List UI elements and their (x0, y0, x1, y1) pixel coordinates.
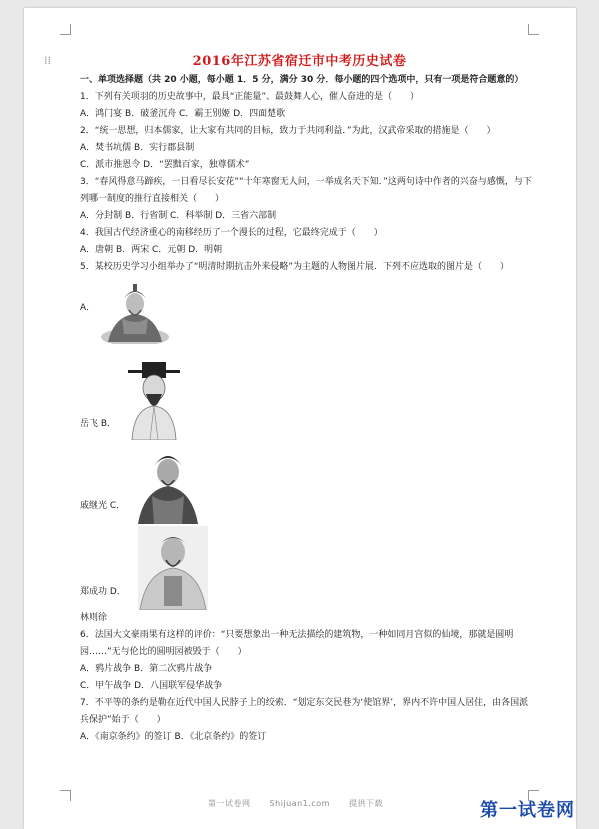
footer-note: 提供下载 (348, 799, 383, 808)
exam-title: 2016年江苏省宿迁市中考历史试卷 (192, 54, 407, 69)
q2-options-line1: A．焚书坑儒 B．实行郡县制 (80, 143, 195, 153)
q6-options-line2: C．甲午战争 D．八国联军侵华战争 (80, 681, 223, 691)
q5-label-c: 戚继光 C． (80, 501, 126, 511)
q1-stem: 1．下列有关项羽的历史故事中，最具“正能量”、最鼓舞人心，催人奋进的是（ ） (80, 92, 420, 102)
q5-after-text: 林则徐 (80, 613, 108, 623)
q5-option-b-row (80, 358, 535, 440)
q3-options: A．分封制 B．行省制 C．科举制 D．三省六部制 (80, 211, 277, 221)
q6-stem: 6．法国大文豪雨果有这样的评价：“只要想象出一种无法描绘的建筑物，一种如同月宫似的仙境，那就是圆明园……”无与伦比的圆明园被毁于（ ） (80, 630, 514, 657)
q6-options-line1: A．鸦片战争 B．第二次鸦片战争 (80, 664, 213, 674)
portrait-qi-jiguang (122, 360, 186, 440)
crop-mark-top-right (528, 24, 539, 35)
q5-stem: 5．某校历史学习小组举办了“明清时期抗击外来侵略”为主题的人物图片展．下列不应选取的图片是（ ） (80, 262, 510, 272)
q7-stem: 7．不平等的条约是勒在近代中国人民脖子上的绞索．“划定东交民巷为‘使馆界’，界内不许中国人居住，由各国派兵保护”始于（ ） (80, 698, 529, 725)
q5-option-d-row (80, 526, 535, 610)
q2-stem: 2．“统一思想，归本儒家，让大家有共同的目标，致力于共同利益．”为此，汉武帝采取的措施是（ ） (80, 126, 496, 136)
crop-mark-top-left (60, 24, 71, 35)
q7-options: A．《南京条约》的签订 B．《北京条约》的签订 (80, 732, 267, 742)
q5-label-b: 岳飞 B． (80, 419, 117, 429)
q5-option-c-row (80, 440, 535, 526)
page-footer (208, 798, 399, 809)
portrait-zheng-chenggong (134, 446, 202, 524)
q5-option-a-row (80, 280, 535, 358)
q4-options: A．唐朝 B．两宋 C．元朝 D．明朝 (80, 245, 223, 255)
q2-options-line2: C．派市推恩令 D．“罢黜百家，独尊儒术” (80, 160, 250, 170)
footer-site-name: 第一试卷网 (208, 799, 251, 808)
crop-mark-bottom-left (60, 790, 71, 801)
exam-body (80, 72, 535, 746)
q5-label-d: 郑成功 D． (80, 587, 126, 597)
section-heading: 一、单项选择题（共 20 小题，每小题 1．5 分，满分 30 分．每小题的四个选项中，只有一项是符合题意的） (80, 75, 524, 85)
portrait-yue-fei (100, 282, 170, 344)
site-logo-text: 第一试卷网 (480, 800, 575, 821)
portrait-lin-zexu (138, 526, 208, 610)
q1-options: A．鸿门宴 B．破釜沉舟 C．霸王别姬 D．四面楚歌 (80, 109, 286, 119)
q4-stem: 4．我国古代经济重心的南移经历了一个漫长的过程，它最终完成于（ ） (80, 228, 383, 238)
q3-stem: 3．“春风得意马蹄疾，一日看尽长安花”“十年寒窗无人问，一举成名天下知．”这两句诗中作者的兴奋与感慨，与下列哪一制度的推行直接相关（ ） (80, 177, 532, 204)
footer-site-url[interactable]: Shijuan1.com (269, 799, 330, 808)
q5-label-a: A． (80, 303, 96, 313)
move-handle-icon[interactable]: ⁞⁞ (44, 54, 51, 67)
